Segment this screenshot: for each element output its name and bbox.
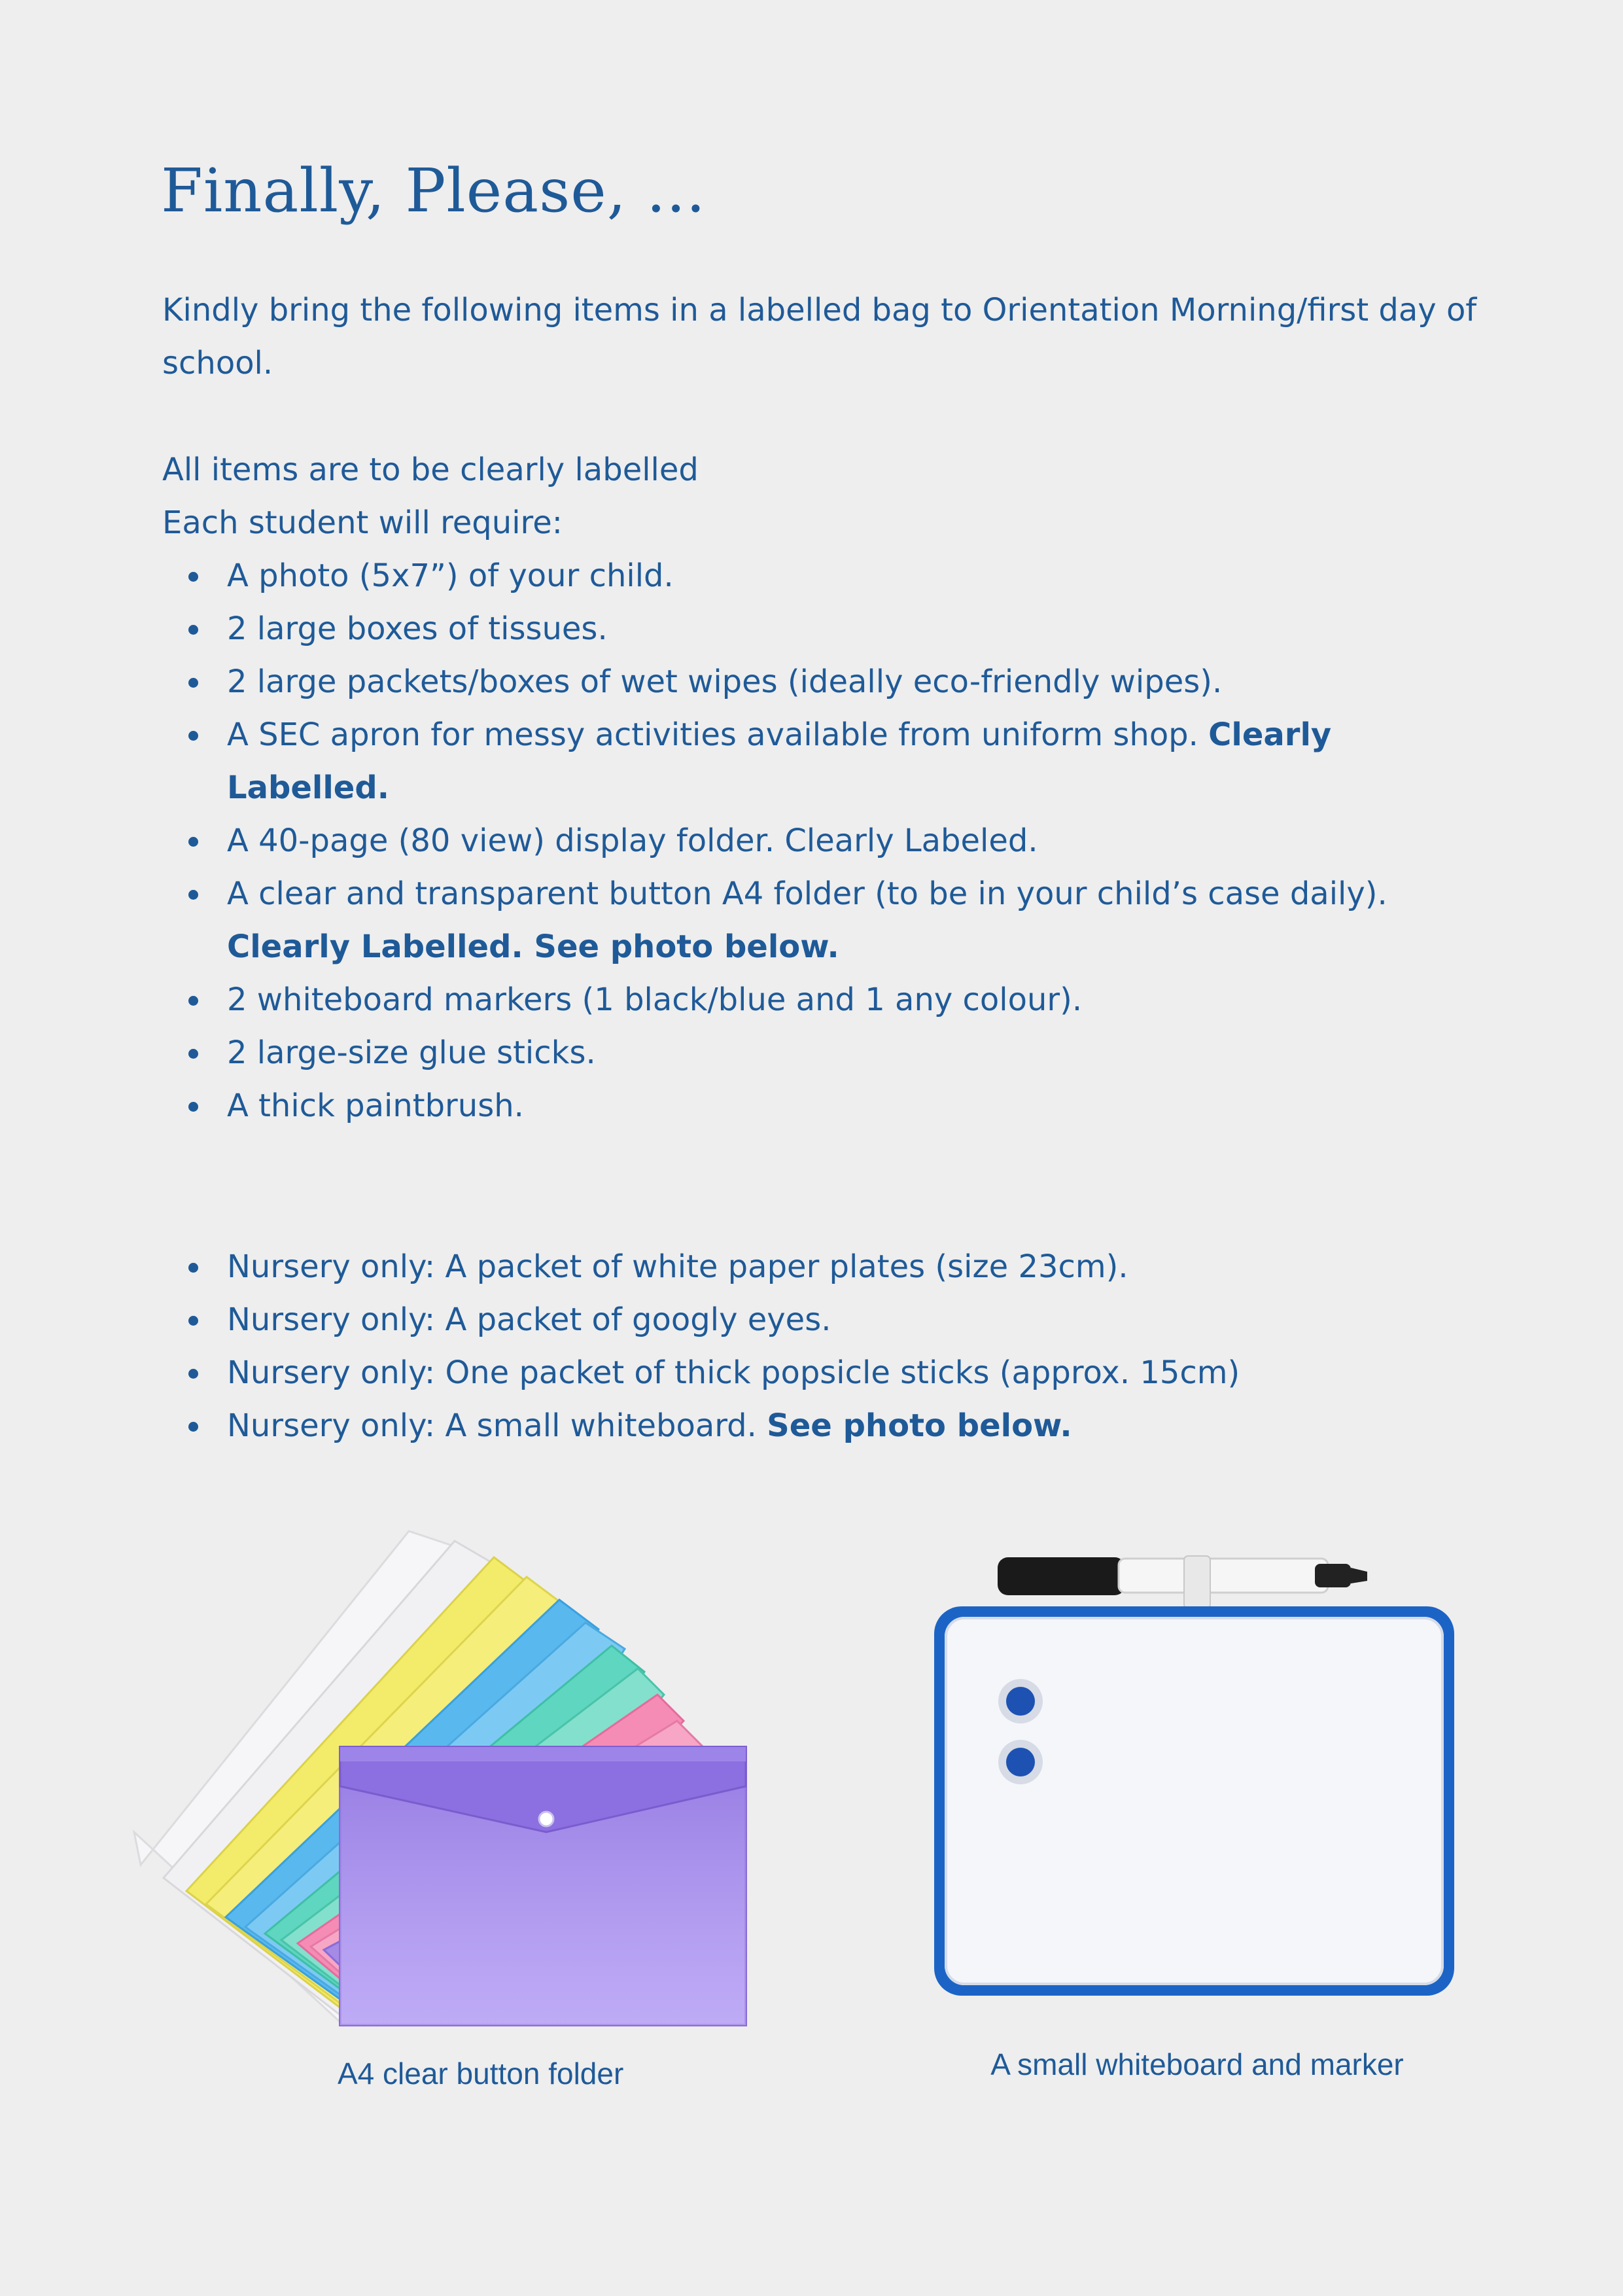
- list-item: [162, 1347, 1471, 1400]
- item-text: Nursery only: A packet of white paper plates (size 23cm).: [227, 1248, 1128, 1285]
- list-item: [162, 1294, 1471, 1347]
- whiteboard-caption: A small whiteboard and marker: [990, 2047, 1404, 2081]
- intro-paragraph: Kindly bring the following items in a labelled bag to Orientation Morning/first day of school.: [162, 292, 1477, 381]
- list-item: [162, 1027, 1471, 1080]
- list-item: [162, 868, 1471, 974]
- item-bold: Clearly Labelled. See photo below.: [227, 928, 839, 965]
- nursery-items-list: [162, 1241, 1471, 1453]
- items-list: [162, 550, 1471, 1133]
- page-title: Finally, Please, ...: [161, 156, 706, 226]
- whiteboard-photo: [922, 1544, 1465, 2002]
- list-item: [162, 709, 1471, 815]
- list-item: [162, 815, 1471, 868]
- item-bold: See photo below.: [767, 1407, 1072, 1444]
- item-text: 2 whiteboard markers (1 black/blue and 1 any colour).: [227, 981, 1083, 1018]
- item-text: 2 large boxes of tissues.: [227, 610, 608, 647]
- item-text: Nursery only: A small whiteboard.: [227, 1407, 767, 1444]
- item-text: 2 large packets/boxes of wet wipes (ideally eco-friendly wipes).: [227, 663, 1223, 700]
- item-text: A photo (5x7”) of your child.: [227, 557, 674, 594]
- requirements-notes: [162, 444, 1484, 550]
- list-item: [162, 974, 1471, 1027]
- item-text: A thick paintbrush.: [227, 1087, 524, 1124]
- item-text: A clear and transparent button A4 folder (to be in your child’s case daily).: [227, 875, 1387, 912]
- list-item: [162, 1241, 1471, 1294]
- front-purple-folder: [340, 1747, 746, 2025]
- folder-photo: [128, 1525, 756, 2028]
- item-text: Nursery only: One packet of thick popsicle sticks (approx. 15cm): [227, 1354, 1240, 1391]
- item-text: Nursery only: A packet of googly eyes.: [227, 1301, 831, 1338]
- item-text: A SEC apron for messy activities available from uniform shop.: [227, 716, 1209, 753]
- list-item: [162, 656, 1471, 709]
- item-text: A 40-page (80 view) display folder. Clearly Labeled.: [227, 822, 1038, 859]
- list-item: [162, 1400, 1471, 1453]
- require-note: Each student will require:: [162, 504, 563, 541]
- list-item: [162, 550, 1471, 603]
- whiteboard: [934, 1606, 1454, 1996]
- folder-caption: A4 clear button folder: [338, 2057, 624, 2091]
- item-bold: Clearly Labelled.: [227, 716, 1332, 806]
- whiteboard-marker: [998, 1556, 1367, 1608]
- list-item: [162, 1080, 1471, 1133]
- folder-fan: [134, 1531, 746, 2025]
- list-item: [162, 603, 1471, 656]
- item-text: 2 large-size glue sticks.: [227, 1034, 596, 1071]
- labelled-note: All items are to be clearly labelled: [162, 451, 699, 488]
